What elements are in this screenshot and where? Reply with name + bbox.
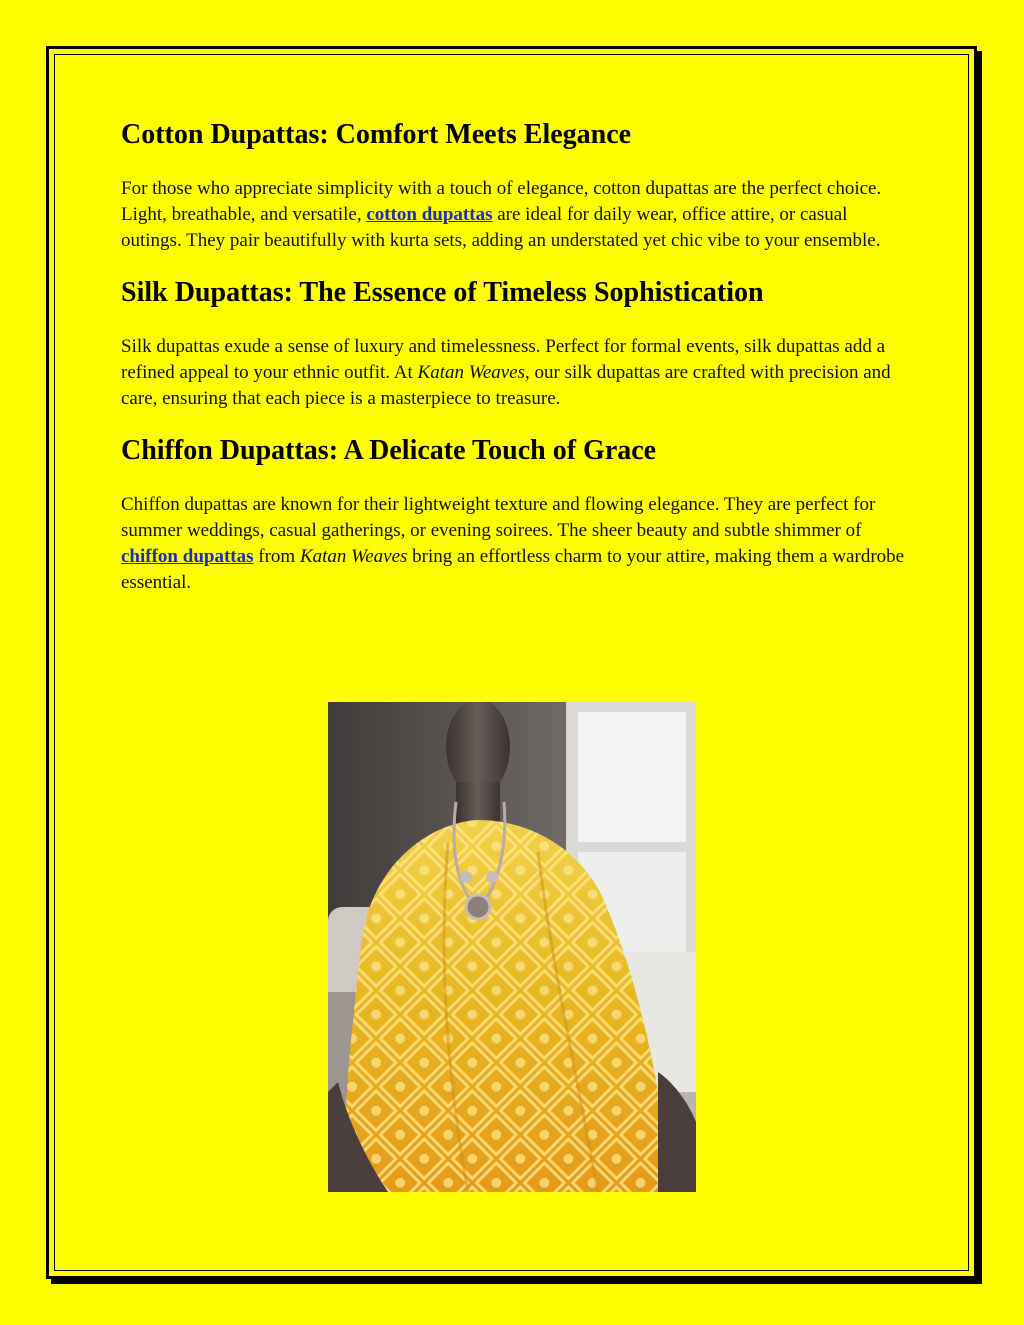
text-span: from [253,546,300,567]
article-body [121,118,911,618]
brand-name: Katan Weaves [417,362,526,383]
dupatta-photo [328,702,696,1192]
section-silk [121,276,911,412]
text-span: are ideal for daily wear, office attire, or casual outings. They pair beautifully with kurta sets, adding an understated yet chic vibe to your ensemble. [121,204,881,251]
chiffon-dupattas-link[interactable]: chiffon dupattas [121,546,254,567]
section-cotton [121,118,911,254]
text-span: , our silk dupattas are crafted with precision and care, ensuring that each piece is a masterpiece to treasure. [121,362,891,409]
text-span: Chiffon dupattas are known for their lightweight texture and flowing elegance. They are perfect for summer weddings, casual gatherings, or evening soirees. The sheer beauty and subtle shimmer of [121,494,876,541]
cotton-dupattas-link[interactable]: cotton dupattas [366,204,493,225]
heading-silk: Silk Dupattas: The Essence of Timeless Sophistication [121,277,764,308]
text-span: bring an effortless charm to your attire, making them a wardrobe essential. [121,546,905,593]
section-chiffon [121,434,911,596]
heading-cotton: Cotton Dupattas: Comfort Meets Elegance [121,119,632,150]
paragraph-chiffon [121,492,911,596]
paragraph-silk [121,334,911,412]
text-span: For those who appreciate simplicity with a touch of elegance, cotton dupattas are the perfect choice. Light, breathable, and versatile, [121,178,882,225]
brand-name: Katan Weaves [299,546,408,567]
text-span: Silk dupattas exude a sense of luxury and timelessness. Perfect for formal events, silk dupattas add a refined appeal to your ethnic outfit. At [121,336,886,383]
paragraph-cotton [121,176,911,254]
heading-chiffon: Chiffon Dupattas: A Delicate Touch of Grace [121,435,657,466]
